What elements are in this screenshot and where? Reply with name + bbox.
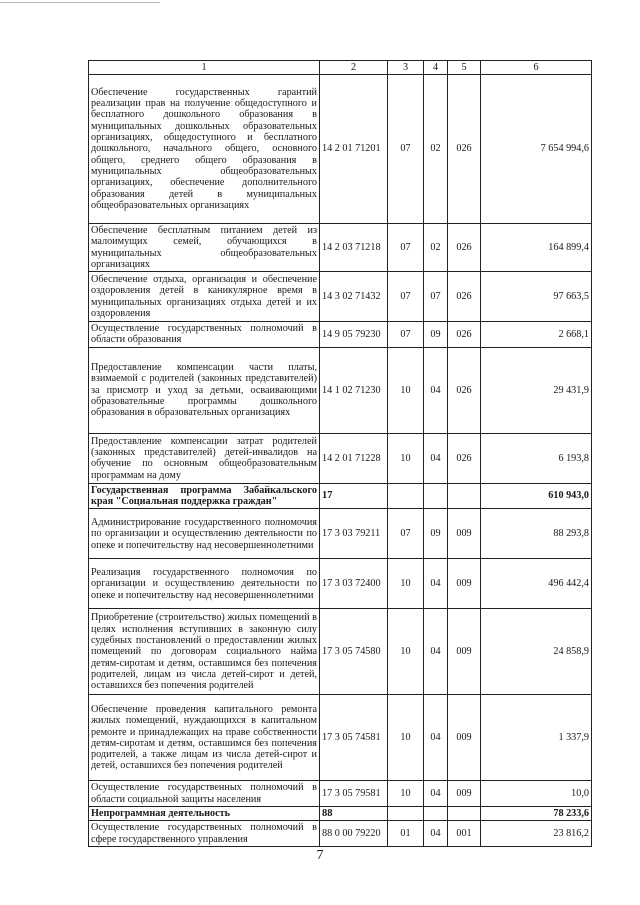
row-name-cell: Приобретение (строительство) жилых помещений в целях исполнения вступивших в законную силу судебных постановлений о предоставлении жилых помещений по договорам социального найма детям-сиротам и детям, оставшимся без попечения родителей, лицам из числа детей-сирот и детей, оставшихся без попечения родителей bbox=[89, 609, 320, 695]
row-name-cell: Обеспечение бесплатным питанием детей из малоимущих семей, обучающихся в муниципальных общеобразовательных организациях bbox=[89, 224, 320, 272]
row-expense-type-cell bbox=[448, 806, 481, 820]
table-row bbox=[89, 483, 592, 509]
row-section-cell: 07 bbox=[388, 224, 424, 272]
row-subsection-cell bbox=[424, 806, 448, 820]
table-row bbox=[89, 224, 592, 272]
row-sum-cell: 10,0 bbox=[481, 781, 592, 807]
row-sum-cell: 97 663,5 bbox=[481, 272, 592, 322]
page-number: 7 bbox=[316, 848, 324, 863]
table-row bbox=[89, 75, 592, 224]
row-section-cell: 07 bbox=[388, 509, 424, 559]
row-section-cell: 10 bbox=[388, 695, 424, 781]
table-row bbox=[89, 272, 592, 322]
row-subsection-cell: 04 bbox=[424, 559, 448, 609]
row-code-cell: 17 3 05 74581 bbox=[320, 695, 388, 781]
row-section-cell bbox=[388, 806, 424, 820]
row-subsection-cell: 09 bbox=[424, 322, 448, 348]
row-name-cell: Администрирование государственного полномочия по организации и осуществлению деятельности по опеке и попечительству над несовершеннолетними bbox=[89, 509, 320, 559]
row-sum-cell: 6 193,8 bbox=[481, 433, 592, 483]
row-name-cell: Обеспечение государственных гарантий реализации прав на получение общедоступного и бесплатного дошкольного образования в муниципальных дошкольных образовательных организациях, общедоступного и бесплатного дошкольного, начального общего, основного общего, среднего общего образования в муниципальных общеобразовательных организациях, обеспечение дополнительного образования детей в муниципальных общеобразовательных организациях bbox=[89, 75, 320, 224]
row-expense-type-cell: 026 bbox=[448, 347, 481, 433]
row-sum-cell: 88 293,8 bbox=[481, 509, 592, 559]
row-name-cell: Обеспечение отдыха, организация и обеспечение оздоровления детей в каникулярное время в муниципальных организациях отдыха детей и их оздоровления bbox=[89, 272, 320, 322]
row-sum-cell: 164 899,4 bbox=[481, 224, 592, 272]
row-subsection-cell: 04 bbox=[424, 609, 448, 695]
row-code-cell: 17 3 05 74580 bbox=[320, 609, 388, 695]
row-code-cell: 14 3 02 71432 bbox=[320, 272, 388, 322]
row-expense-type-cell bbox=[448, 483, 481, 509]
row-name-cell: Государственная программа Забайкальского края "Социальная поддержка граждан" bbox=[89, 483, 320, 509]
row-name-cell: Непрограммная деятельность bbox=[89, 806, 320, 820]
row-expense-type-cell: 026 bbox=[448, 224, 481, 272]
row-subsection-cell: 04 bbox=[424, 347, 448, 433]
table-row bbox=[89, 433, 592, 483]
table-row bbox=[89, 509, 592, 559]
row-name-cell: Осуществление государственных полномочий в области социальной защиты населения bbox=[89, 781, 320, 807]
row-section-cell: 10 bbox=[388, 433, 424, 483]
row-section-cell: 10 bbox=[388, 781, 424, 807]
row-subsection-cell bbox=[424, 483, 448, 509]
row-code-cell: 17 3 05 79581 bbox=[320, 781, 388, 807]
row-section-cell: 07 bbox=[388, 75, 424, 224]
row-sum-cell: 2 668,1 bbox=[481, 322, 592, 348]
header-cell-section: 3 bbox=[388, 61, 424, 75]
table-row bbox=[89, 609, 592, 695]
row-code-cell: 17 3 03 79211 bbox=[320, 509, 388, 559]
row-name-cell: Осуществление государственных полномочий в области образования bbox=[89, 322, 320, 348]
row-sum-cell: 78 233,6 bbox=[481, 806, 592, 820]
row-section-cell: 10 bbox=[388, 347, 424, 433]
header-cell-sum: 6 bbox=[481, 61, 592, 75]
table-row bbox=[89, 322, 592, 348]
row-subsection-cell: 02 bbox=[424, 224, 448, 272]
row-subsection-cell: 04 bbox=[424, 695, 448, 781]
table-header-row bbox=[89, 61, 592, 75]
row-code-cell: 14 1 02 71230 bbox=[320, 347, 388, 433]
row-name-cell: Предоставление компенсации затрат родителей (законных представителей) детей-инвалидов на обучение по основным общеобразовательным программам на дому bbox=[89, 433, 320, 483]
header-cell-expense-type: 5 bbox=[448, 61, 481, 75]
row-expense-type-cell: 009 bbox=[448, 781, 481, 807]
budget-table bbox=[88, 60, 592, 847]
row-subsection-cell: 04 bbox=[424, 433, 448, 483]
row-name-cell: Осуществление государственных полномочий в сфере государственного управления bbox=[89, 821, 320, 847]
row-sum-cell: 29 431,9 bbox=[481, 347, 592, 433]
table-row bbox=[89, 806, 592, 820]
table-row bbox=[89, 781, 592, 807]
row-section-cell: 07 bbox=[388, 322, 424, 348]
row-name-cell: Обеспечение проведения капитального ремонта жилых помещений, нуждающихся в капитальном ремонте и принадлежащих на праве собственности детям-сиротам и детям, оставшимся без попечения родителей, а также лицам из числа детей-сирот и детей, оставшихся без попечения родителей bbox=[89, 695, 320, 781]
row-expense-type-cell: 001 bbox=[448, 821, 481, 847]
row-subsection-cell: 04 bbox=[424, 781, 448, 807]
row-expense-type-cell: 009 bbox=[448, 559, 481, 609]
row-subsection-cell: 07 bbox=[424, 272, 448, 322]
row-sum-cell: 496 442,4 bbox=[481, 559, 592, 609]
table-row bbox=[89, 821, 592, 847]
row-section-cell: 01 bbox=[388, 821, 424, 847]
row-sum-cell: 1 337,9 bbox=[481, 695, 592, 781]
table-row bbox=[89, 559, 592, 609]
row-expense-type-cell: 026 bbox=[448, 75, 481, 224]
table-row bbox=[89, 695, 592, 781]
row-section-cell: 10 bbox=[388, 609, 424, 695]
row-expense-type-cell: 026 bbox=[448, 433, 481, 483]
row-expense-type-cell: 026 bbox=[448, 322, 481, 348]
row-expense-type-cell: 009 bbox=[448, 609, 481, 695]
row-sum-cell: 610 943,0 bbox=[481, 483, 592, 509]
row-code-cell: 14 2 01 71228 bbox=[320, 433, 388, 483]
row-code-cell: 14 2 03 71218 bbox=[320, 224, 388, 272]
row-section-cell: 10 bbox=[388, 559, 424, 609]
row-expense-type-cell: 026 bbox=[448, 272, 481, 322]
row-subsection-cell: 09 bbox=[424, 509, 448, 559]
row-sum-cell: 23 816,2 bbox=[481, 821, 592, 847]
row-name-cell: Реализация государственного полномочия по организации и осуществлению деятельности по опеке и попечительству над несовершеннолетними bbox=[89, 559, 320, 609]
row-subsection-cell: 02 bbox=[424, 75, 448, 224]
row-section-cell bbox=[388, 483, 424, 509]
row-sum-cell: 7 654 994,6 bbox=[481, 75, 592, 224]
row-name-cell: Предоставление компенсации части платы, взимаемой с родителей (законных представителей) за присмотр и уход за детьми, осваивающими образовательные программы дошкольного образования в образовательных организациях bbox=[89, 347, 320, 433]
table-row bbox=[89, 347, 592, 433]
row-sum-cell: 24 858,9 bbox=[481, 609, 592, 695]
row-code-cell: 14 2 01 71201 bbox=[320, 75, 388, 224]
header-cell-code: 2 bbox=[320, 61, 388, 75]
header-cell-subsection: 4 bbox=[424, 61, 448, 75]
row-code-cell: 88 bbox=[320, 806, 388, 820]
row-code-cell: 17 3 03 72400 bbox=[320, 559, 388, 609]
header-cell-name: 1 bbox=[89, 61, 320, 75]
row-section-cell: 07 bbox=[388, 272, 424, 322]
row-code-cell: 17 bbox=[320, 483, 388, 509]
row-expense-type-cell: 009 bbox=[448, 509, 481, 559]
row-code-cell: 88 0 00 79220 bbox=[320, 821, 388, 847]
scan-artifact-line bbox=[0, 2, 160, 3]
row-subsection-cell: 04 bbox=[424, 821, 448, 847]
row-code-cell: 14 9 05 79230 bbox=[320, 322, 388, 348]
row-expense-type-cell: 009 bbox=[448, 695, 481, 781]
